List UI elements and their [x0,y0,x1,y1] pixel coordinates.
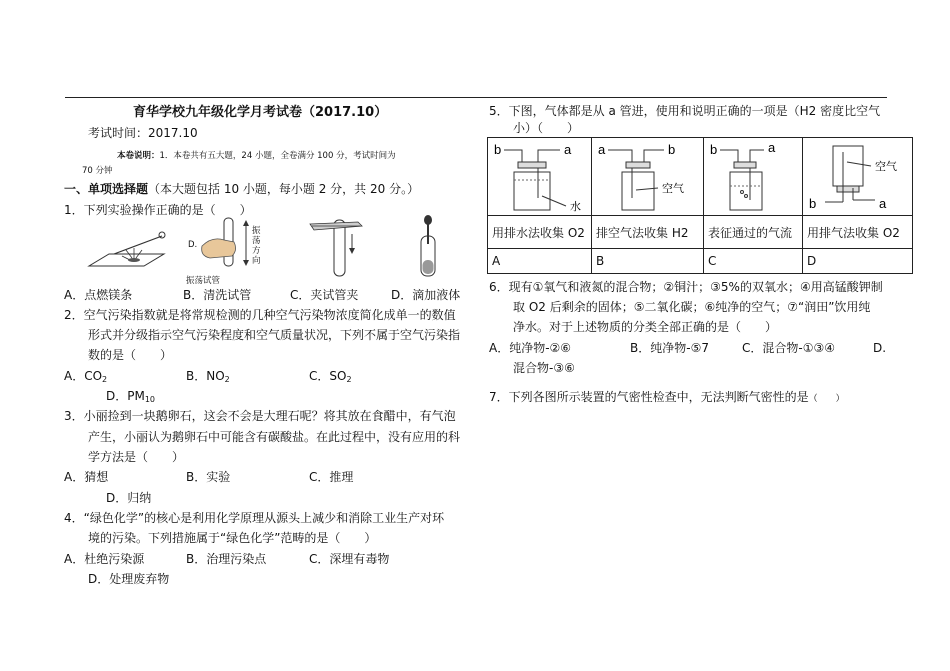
q2-option-b-sub: 2 [224,375,230,384]
q2-option-d-sub: 10 [144,395,156,404]
q5-line2: 小）（ ） [513,121,580,135]
q7-stem-text: 7．下列各图所示装置的气密性检查中，无法判断气密性的是 [489,390,809,404]
q6-line3: 净水。对于上述物质的分类全部正确的是（ ） [513,320,778,334]
q1-dir-char-1: 振 [252,226,261,236]
q2-option-a [64,366,107,390]
q5-answer-row [488,249,913,274]
q1-figure-b-direction [252,226,262,266]
q1-figure-d [408,214,448,278]
q5-desc-1: 用排水法收集 O2 [488,216,592,249]
q5-figure-3 [704,138,803,216]
q5-figure-2 [592,138,704,216]
q6-option-a: A．纯净物-②⑥ [489,341,572,355]
section1-heading-title: 一、单项选择题 [64,182,149,196]
q5-figure-row [488,138,913,216]
q6-option-c: C．混合物-①③④ [742,341,835,355]
q3-line2: 产生，小丽认为鹅卵石中可能含有碳酸盐。在此过程中，没有应用的科 [88,430,461,444]
q5-answer-d: D [803,249,913,274]
q5-desc-2: 排空气法收集 H2 [592,216,704,249]
q5-line1: 5．下图，气体都是从 a 管进，使用和说明正确的一项是（H2 密度比空气 [489,104,881,118]
exam-note-line1: 1．本卷共有五大题，24 小题，全卷满分 100 分，考试时间为 [159,151,396,161]
q2-line3: 数的是（ ） [88,348,173,362]
q5-desc-3: 表征通过的气流 [704,216,803,249]
q2-line2: 形式并分级指示空气污染程度和空气质量状况，下列不属于空气污染指 [88,328,461,342]
q6-option-d-content: 混合物-③⑥ [513,361,575,375]
q7-answer-paren: （ ） [808,394,845,404]
q1-option-d: D．滴加液体 [391,288,461,302]
q2-option-a-sub: 2 [102,375,108,384]
q5-fig4-label-air: 空气 [875,161,897,173]
q1-stem: 1．下列实验操作正确的是（ ） [64,203,252,217]
q1-option-c: C．夹试管夹 [290,288,359,302]
q4-line2: 境的污染。下列措施属于“绿色化学”范畴的是（ ） [88,531,377,545]
q6-option-b: B．纯净物-⑤7 [630,341,709,355]
q3-line1: 3．小丽捡到一块鹅卵石，这会不会是大理石呢？将其放在食醋中，有气泡 [64,409,456,423]
q5-fig2-label-air: 空气 [662,183,684,195]
q6-line1: 6．现有①氧气和液氮的混合物；②铜汁；③5%的双氧水；④用高锰酸钾制 [489,280,883,294]
q4-line1: 4．“绿色化学”的核心是利用化学原理从源头上减少和消除工业生产对环 [64,511,445,525]
q1-figure-b-label: D. [188,240,198,250]
q2-option-b [186,366,230,390]
q1-option-a: A．点燃镁条 [64,288,133,302]
exam-note [117,149,396,161]
q7-stem [489,387,845,409]
q4-option-c: C．深埋有毒物 [309,552,390,566]
q2-line1: 2．空气污染指数就是将常规检测的几种空气污染物浓度简化成单一的数值 [64,308,456,322]
page-title: 育华学校九年级化学月考试卷（2017.10） [133,105,388,120]
q1-figure-a [84,222,179,272]
q2-option-c-text: C．SO [309,369,347,383]
q5-fig1-label-water: 水 [570,201,581,213]
section1-heading [64,179,419,199]
q1-option-b: B．清洗试管 [183,288,252,302]
q5-answer-b: B [592,249,704,274]
q5-table [487,137,913,274]
q5-fig3-label-b: b [710,142,718,157]
exam-note-label: 本卷说明： [117,151,160,161]
q5-fig2-label-a: a [598,142,606,157]
q5-answer-c: C [704,249,803,274]
q5-fig3-label-a: a [768,140,776,155]
q4-option-b: B．治理污染点 [186,552,267,566]
q6-line2: 取 O2 后剩余的固体；⑤二氧化碳；⑥纯净的空气；⑦“润田”饮用纯 [513,300,871,314]
q1-dir-char-4: 向 [252,256,261,266]
q3-line3: 学方法是（ ） [88,450,185,464]
exam-time: 考试时间：2017.10 [88,126,198,140]
q4-option-a: A．杜绝污染源 [64,552,145,566]
q5-fig1-label-b: b [494,142,502,157]
q2-option-b-text: B．NO [186,369,225,383]
top-rule [65,97,887,98]
q5-figure-1 [488,138,592,216]
q2-option-d-text: D．PM [106,389,145,403]
q5-desc-4: 用排气法收集 O2 [803,216,913,249]
q5-fig4-label-b: b [809,196,817,211]
q3-option-b: B．实验 [186,470,231,484]
q1-figure-b-caption: 振荡试管 [186,276,221,286]
q5-description-row [488,216,913,249]
q5-fig4-label-a: a [879,196,887,211]
q6-option-d: D. [873,341,887,355]
q5-figure-4 [803,138,913,216]
q5-fig2-label-b: b [668,142,676,157]
q3-option-d: D．归纳 [106,491,152,505]
exam-note-line2: 70 分钟 [82,166,113,176]
q5-fig1-label-a: a [564,142,572,157]
q1-figure-c [300,214,380,278]
q1-dir-char-2: 荡 [252,236,261,246]
q1-dir-char-3: 方 [252,246,261,256]
q2-option-c-sub: 2 [346,375,352,384]
q5-answer-a: A [488,249,592,274]
q2-option-a-text: A．CO [64,369,103,383]
q2-option-c [309,366,352,390]
section1-heading-detail: （本大题包括 10 小题，每小题 2 分，共 20 分。） [148,182,420,196]
q3-option-a: A．猜想 [64,470,109,484]
q4-option-d: D．处理废弃物 [88,572,170,586]
q3-option-c: C．推理 [309,470,354,484]
